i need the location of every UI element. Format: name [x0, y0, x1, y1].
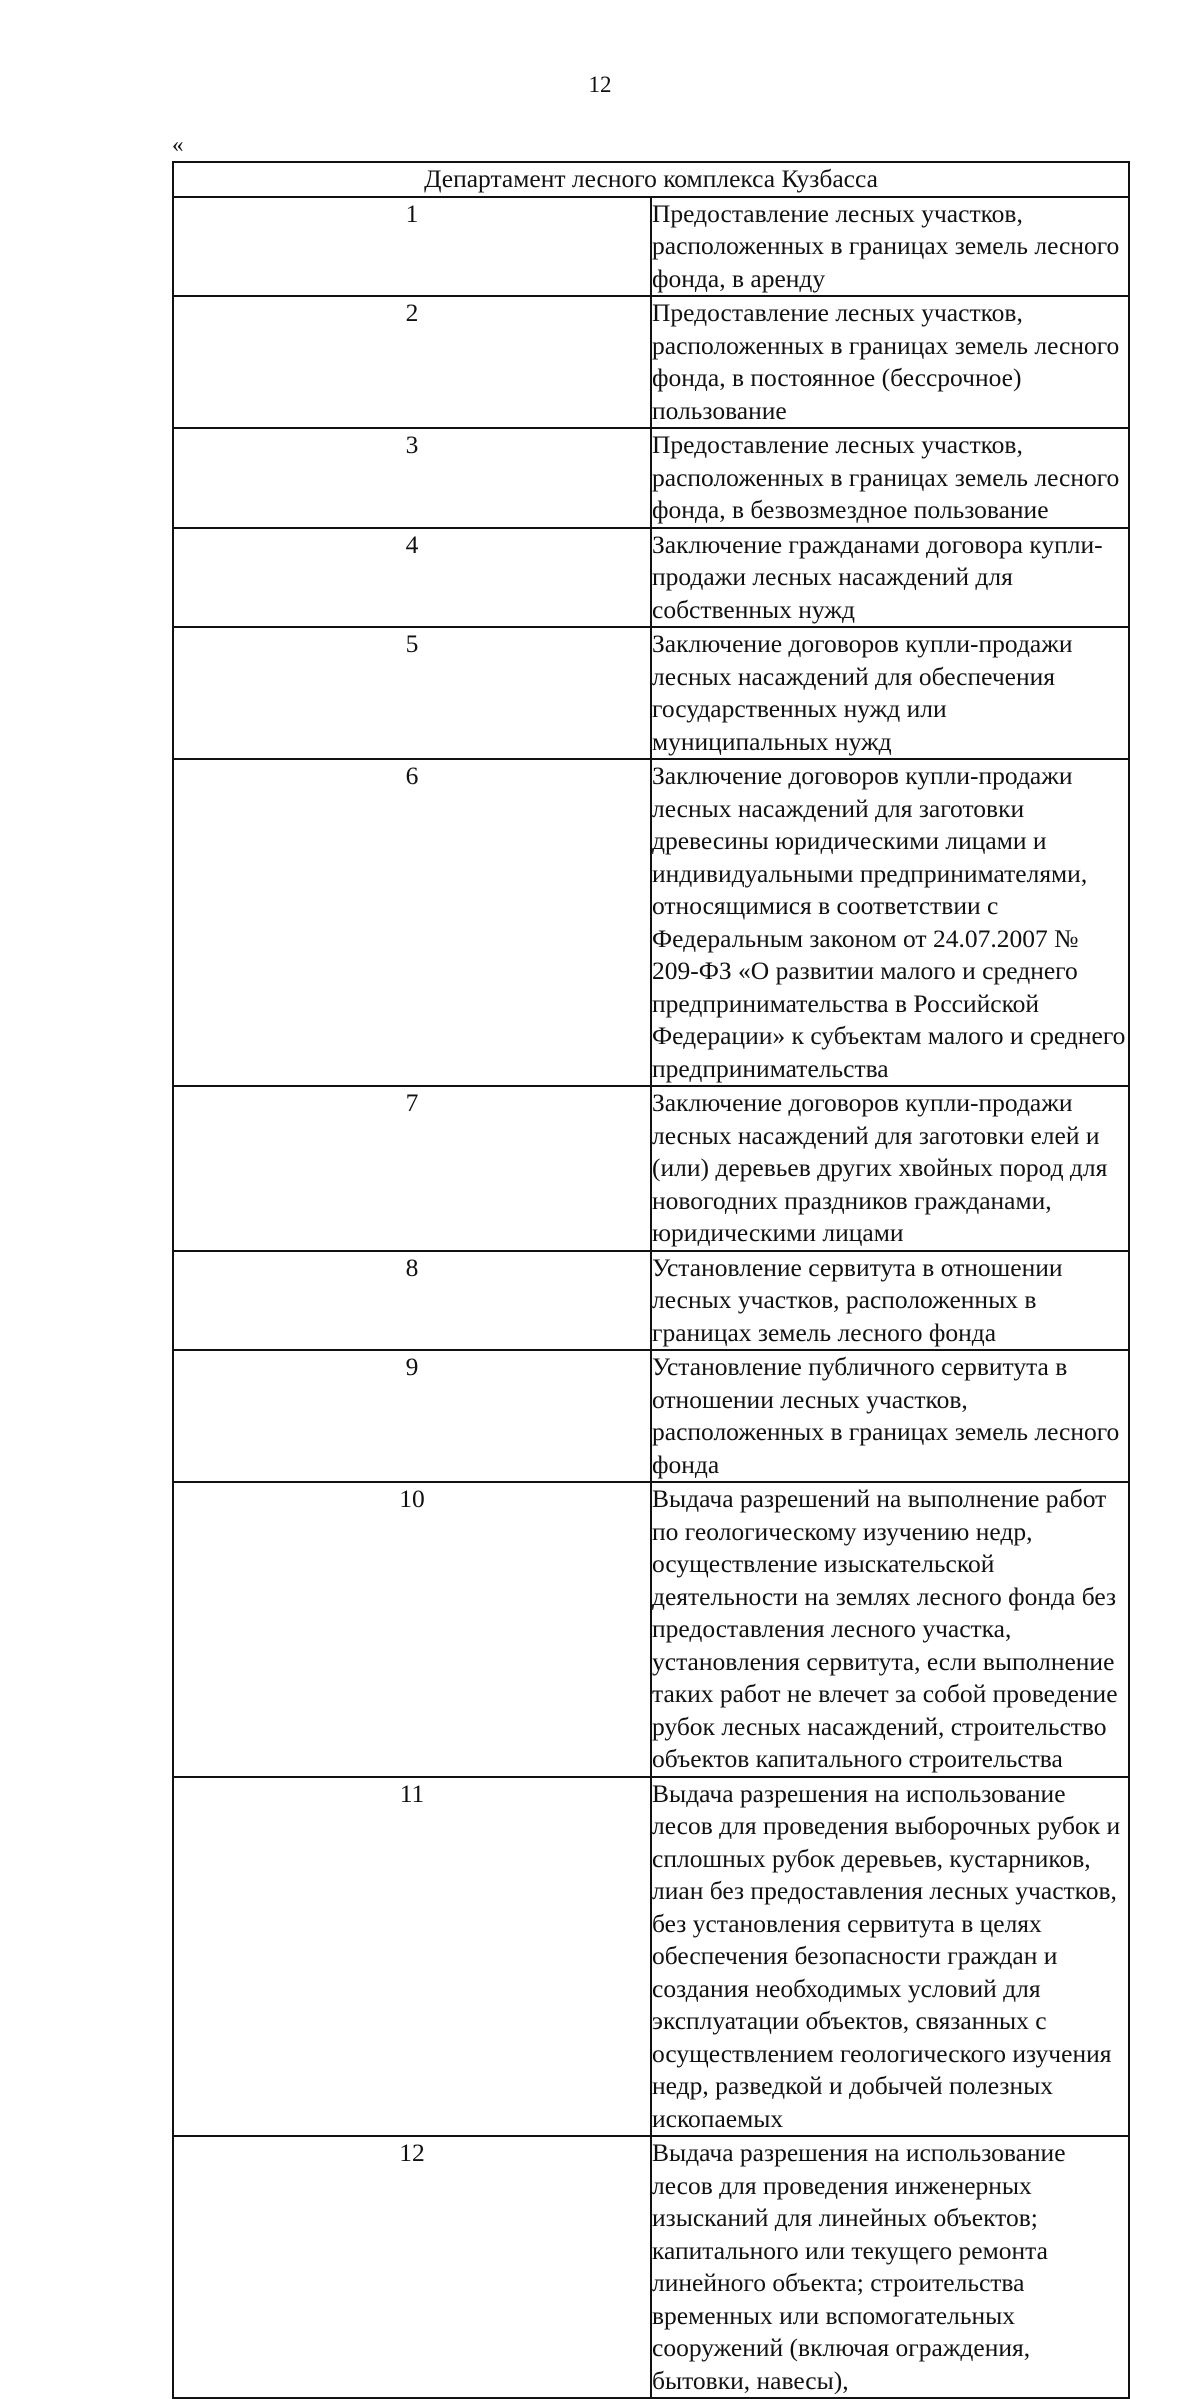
- service-name: Предоставление лесных участков, расположенных в границах земель лесного фонда, в постоянное (бессрочное) пользование: [651, 296, 1129, 428]
- row-number: 4: [173, 528, 651, 628]
- row-number: 11: [173, 1777, 651, 2137]
- service-name: Установление публичного сервитута в отношении лесных участков, расположенных в границах земель лесного фонда: [651, 1350, 1129, 1482]
- table-row: [173, 528, 1129, 628]
- row-number: 6: [173, 759, 651, 1086]
- department-header: Департамент лесного комплекса Кузбасса: [173, 162, 1129, 197]
- table-row: [173, 1251, 1129, 1351]
- service-name: Заключение договоров купли-продажи лесных насаждений для обеспечения государственных нужд или муниципальных нужд: [651, 627, 1129, 759]
- table-row: [173, 1350, 1129, 1482]
- table-header-row: [173, 162, 1129, 197]
- table-row: [173, 428, 1129, 528]
- service-name: Заключение договоров купли-продажи лесных насаждений для заготовки елей и (или) деревьев других хвойных пород для новогодних праздников гражданами, юридическими лицами: [651, 1086, 1129, 1251]
- row-number: 2: [173, 296, 651, 428]
- table-row: [173, 627, 1129, 759]
- table-row: [173, 1777, 1129, 2137]
- open-quote-mark: «: [172, 132, 184, 157]
- row-number: 9: [173, 1350, 651, 1482]
- table-row: [173, 1482, 1129, 1777]
- row-number: 5: [173, 627, 651, 759]
- service-name: Заключение гражданами договора купли-продажи лесных насаждений для собственных нужд: [651, 528, 1129, 628]
- service-name: Предоставление лесных участков, расположенных в границах земель лесного фонда, в аренду: [651, 197, 1129, 297]
- page-number: 12: [588, 72, 612, 97]
- services-table: [172, 161, 1130, 2399]
- service-name: Выдача разрешения на использование лесов для проведения инженерных изысканий для линейных объектов; капитального или текущего ремонта линейного объекта; строительства временных или вспомогательных сооружений (включая ограждения, бытовки, навесы),: [651, 2136, 1129, 2398]
- row-number: 10: [173, 1482, 651, 1777]
- row-number: 1: [173, 197, 651, 297]
- service-name: Предоставление лесных участков, расположенных в границах земель лесного фонда, в безвозмездное пользование: [651, 428, 1129, 528]
- service-name: Выдача разрешений на выполнение работ по геологическому изучению недр, осуществление изыскательской деятельности на землях лесного фонда без предоставления лесного участка, установления сервитута, если выполнение таких работ не влечет за собой проведение рубок лесных насаждений, строительство объектов капитального строительства: [651, 1482, 1129, 1777]
- service-name: Заключение договоров купли-продажи лесных насаждений для заготовки древесины юридическими лицами и индивидуальными предпринимателями, относящимися в соответствии с Федеральным законом от 24.07.2007 № 209-ФЗ «О развитии малого и среднего предпринимательства в Российской Федерации» к субъектам малого и среднего предпринимательства: [651, 759, 1129, 1086]
- row-number: 8: [173, 1251, 651, 1351]
- row-number: 12: [173, 2136, 651, 2398]
- table-row: [173, 2136, 1129, 2398]
- service-name: Установление сервитута в отношении лесных участков, расположенных в границах земель лесного фонда: [651, 1251, 1129, 1351]
- table-row: [173, 197, 1129, 297]
- table-row: [173, 759, 1129, 1086]
- table-row: [173, 296, 1129, 428]
- service-name: Выдача разрешения на использование лесов для проведения выборочных рубок и сплошных рубок деревьев, кустарников, лиан без предоставления лесных участков, без установления сервитута в целях обеспечения безопасности граждан и создания необходимых условий для эксплуатации объектов, связанных с осуществлением геологического изучения недр, разведкой и добычей полезных ископаемых: [651, 1777, 1129, 2137]
- table-row: [173, 1086, 1129, 1251]
- row-number: 3: [173, 428, 651, 528]
- row-number: 7: [173, 1086, 651, 1251]
